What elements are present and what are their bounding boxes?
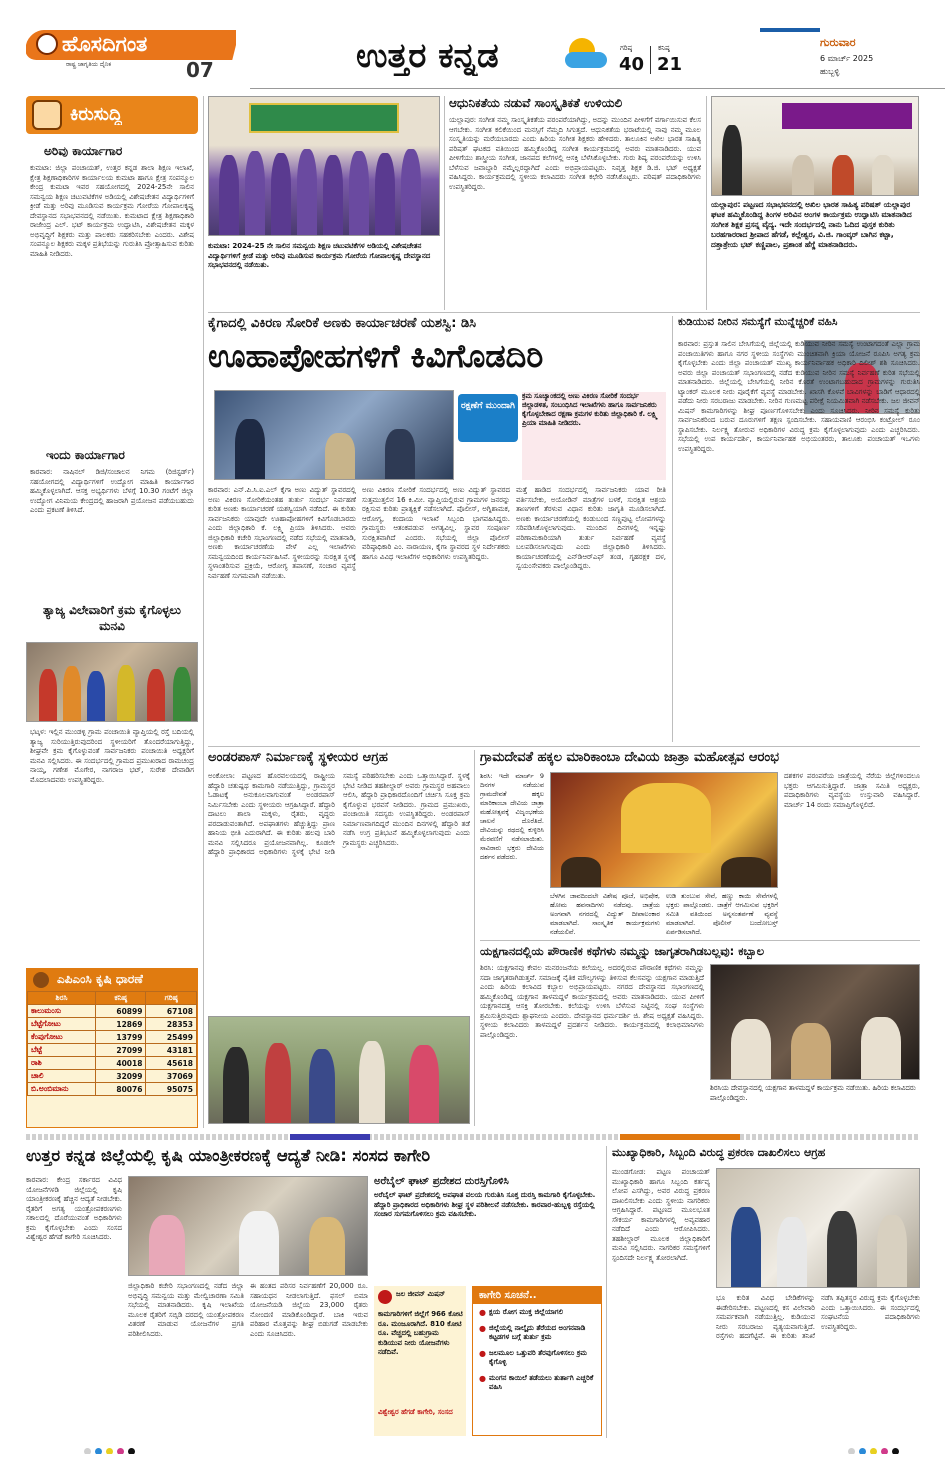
kiru-item-title: ತ್ಯಾಜ್ಯ ವಿಲೇವಾರಿಗೆ ಕ್ರಮ ಕೈಗೊಳ್ಳಲು ಮನವಿ: [43, 603, 181, 633]
kageri-body-3: ಈ ಹಂತದ ಪರಿಸರ ನಿರ್ವಹಣೆಗೆ 20,000 ರೂ. ಸಹಾಯಧನ ನೀಡಲಾಗುತ್ತಿದೆ. ಫಸಲ್ ಬಿಮಾ ಯೋಜನೆಯಡಿ ಜಿಲ್ಲೆಯ 23,000 ರೈತರು ನೋಂದಣಿ ಮಾಡಿಕೊಂಡಿದ್ದಾರೆ. ಬಾಕಿ ಇರುವ ಪರಿಹಾರ ಮೊತ್ತವನ್ನು ಶೀಘ್ರ ಬಿಡುಗಡೆ ಮಾಡಬೇಕು ಎಂದು ಸೂಚಿಸಿದರು.: [250, 1282, 368, 1338]
kumta-photo-caption: ಕುಮಟಾ: 2024-25 ನೇ ಸಾಲಿನ ಸಮನ್ವಯ ಶಿಕ್ಷಣ ಚಟುವಟಿಕೆಗಳ ಅಡಿಯಲ್ಲಿ ವಿಶೇಷಚೇತನ ವಿದ್ಯಾರ್ಥಿಗಳಿಗೆ ಕ್ರೀಡೆ ಮತ್ತು ಅರಿವು ಮೂಡಿಸುವ ಕಾರ್ಯಕ್ರಮ ಗೋರೆಯ ಗೋಪಾಲಕೃಷ್ಣ ದೇವಸ್ಥಾನದ ಸಭಾಭವನದಲ್ಲಿ ನಡೆಯಿತು.: [208, 242, 431, 269]
yakshagana-body: ಶಿರಸಿ: ಯಕ್ಷಗಾನವು ಕೇವಲ ಮನರಂಜನೆಯ ಕಲೆಯಲ್ಲ. ಅದರಲ್ಲಿರುವ ಪೌರಾಣಿಕ ಕಥೆಗಳು ನಮ್ಮನ್ನು ಸದಾ ಜಾಗೃತರಾಗಿಡುತ್ತವೆ. ಸಮಾಜಕ್ಕೆ ನೈತಿಕ ಮೌಲ್ಯಗಳನ್ನು ತಿಳಿಸುವ ಕೆಲಸವನ್ನು ಯಕ್ಷಗಾನ ಮಾಡುತ್ತಿದೆ ಎಂದು ಹಿರಿಯ ಕಲಾವಿದ ಕಬ್ಬಾಲ ಅಭಿಪ್ರಾಯಪಟ್ಟರು. ನಗರದ ದೇವಸ್ಥಾನದ ಸಭಾಂಗಣದಲ್ಲಿ ಹಮ್ಮಿಕೊಂಡಿದ್ದ ಯಕ್ಷಗಾನ ತಾಳಮದ್ದಳೆ ಕಾರ್ಯಕ್ರಮದಲ್ಲಿ ಅವರು ಮಾತನಾಡಿದರು. ಯುವ ಪೀಳಿಗೆ ಯಕ್ಷಗಾನದತ್ತ ಆಸಕ್ತಿ ತೋರಬೇಕು. ಕಲೆಯನ್ನು ಉಳಿಸಿ ಬೆಳೆಸುವ ನಿಟ್ಟಿನಲ್ಲಿ ಸಂಘ ಸಂಸ್ಥೆಗಳು ಶ್ರಮಿಸುತ್ತಿರುವುದು ಶ್ಲಾಘನೀಯ ಎಂದರು. ದೇವಸ್ಥಾನದ ಧರ್ಮದರ್ಶಿ ಜಿ. ಶೇಷ ಅಧ್ಯಕ್ಷತೆ ವಹಿಸಿದ್ದರು. ಸ್ಥಳೀಯ ಕಲಾವಿದರು ತಾಳಮದ್ದಳೆ ಪ್ರದರ್ಶನ ನೀಡಿದರು. ಕಾರ್ಯಕ್ರಮದಲ್ಲಿ ಕಲಾಭಿಮಾನಿಗಳು ಪಾಲ್ಗೊಂಡಿದ್ದರು.: [480, 964, 704, 1039]
kageri-suchane-box: [472, 1286, 602, 1436]
logo-flame-icon: [36, 33, 58, 55]
kaiga-meeting-photo: [214, 390, 454, 480]
arecanut-icon: [33, 972, 49, 988]
jatra-body-4: ದಶಕಗಳ ಪರಂಪರೆಯ ಜಾತ್ರೆಯಲ್ಲಿ ನೆರೆಯ ಜಿಲ್ಲೆಗಳಿಂದಲೂ ಭಕ್ತರು ಆಗಮಿಸುತ್ತಿದ್ದಾರೆ. ಜಾತ್ರಾ ಸಮಿತಿ ಅಧ್ಯಕ್ಷರು, ಪದಾಧಿಕಾರಿಗಳು ವ್ಯವಸ್ಥೆಯ ಉಸ್ತುವಾರಿ ವಹಿಸಿದ್ದಾರೆ. ಮಾರ್ಚ್ 14 ರಂದು ಸಮಾಪ್ತಿಗೊಳ್ಳಲಿದೆ.: [784, 772, 920, 809]
kaiga-body-2: ಅಣು ವಿಕಿರಣ ಸೋರಿಕೆ ಸಂದರ್ಭದಲ್ಲಿ ಅಣು ವಿದ್ಯುತ್ ಸ್ಥಾವರದ ಸುತ್ತಮುತ್ತಲಿನ 16 ಕಿ.ಮೀ. ವ್ಯಾಪ್ತಿಯಲ್ಲಿರುವ ಗ್ರಾಮಗಳ ಜನರನ್ನು ರಕ್ಷಿಸುವ ಕುರಿತು ಪ್ರಾತ್ಯಕ್ಷಿಕೆ ನಡೆಸಲಾಗಿದೆ. ಪೊಲೀಸ್, ಅಗ್ನಿಶಾಮಕ, ಆರೋಗ್ಯ, ಕಂದಾಯ ಇಲಾಖೆ ಸಿಬ್ಬಂದಿ ಭಾಗವಹಿಸಿದ್ದರು. ಗ್ರಾಮಸ್ಥರು ಆತಂಕಪಡುವ ಅಗತ್ಯವಿಲ್ಲ. ಸ್ಥಾವರ ಸಂಪೂರ್ಣ ಸುರಕ್ಷಿತವಾಗಿದೆ ಎಂದರು. ಸಭೆಯಲ್ಲಿ ಜಿಲ್ಲಾ ಪೊಲೀಸ್ ವರಿಷ್ಠಾಧಿಕಾರಿ ಎಂ. ನಾರಾಯಣ, ಕೈಗಾ ಸ್ಥಾವರದ ಸ್ಥಳ ನಿರ್ದೇಶಕರು ಹಾಗೂ ವಿವಿಧ ಇಲಾಖೆಗಳ ಅಧಿಕಾರಿಗಳು ಉಪಸ್ಥಿತರಿದ್ದರು.: [362, 486, 510, 561]
apmc-title: ಎಪಿಎಂಸಿ ಕೃಷಿ ಧಾರಣೆ: [57, 972, 143, 986]
apmc-col-max: ಗರಿಷ್ಠ: [146, 992, 197, 1005]
edition-title: ಉತ್ತರ ಕನ್ನಡ: [356, 36, 499, 76]
logo-name: ಹೊಸದಿಗಂತ: [62, 32, 148, 56]
kageri-meeting-photo: [128, 1176, 368, 1276]
culture-story: [449, 96, 701, 310]
underpass-body: ಅಂಕೋಲಾ: ಪಟ್ಟಣದ ಹೊರವಲಯದಲ್ಲಿ ರಾಷ್ಟ್ರೀಯ ಹೆದ್ದಾರಿ ಚತುಷ್ಪಥ ಕಾಮಗಾರಿ ನಡೆಯುತ್ತಿದ್ದು, ಗ್ರಾಮಸ್ಥರ ಓಡಾಟಕ್ಕೆ ಅನುಕೂಲವಾಗುವಂತೆ ಅಂಡರಪಾಸ್ ನಿರ್ಮಿಸಬೇಕು ಎಂದು ಸ್ಥಳೀಯರು ಆಗ್ರಹಿಸಿದ್ದಾರೆ. ಹೆದ್ದಾರಿ ದಾಟಲು ಶಾಲಾ ಮಕ್ಕಳು, ರೈತರು, ವೃದ್ಧರು ಪರದಾಡುವಂತಾಗಿದೆ. ಅಪಘಾತಗಳು ಹೆಚ್ಚುತ್ತಿದ್ದು ಪ್ರಾಣ ಹಾನಿಯ ಭೀತಿ ಎದುರಾಗಿದೆ. ಈ ಕುರಿತು ಹಲವು ಬಾರಿ ಮನವಿ ಸಲ್ಲಿಸಿದರೂ ಪ್ರಯೋಜನವಾಗಿಲ್ಲ. ಕೂಡಲೇ ಹೆದ್ದಾರಿ ಪ್ರಾಧಿಕಾರದ ಅಧಿಕಾರಿಗಳು ಸ್ಥಳಕ್ಕೆ ಭೇಟಿ ನೀಡಿ ಸಮಸ್ಯೆ ಪರಿಹರಿಸಬೇಕು ಎಂದು ಒತ್ತಾಯಿಸಿದ್ದಾರೆ. ಸ್ಥಳಕ್ಕೆ ಭೇಟಿ ನೀಡಿದ ತಹಶೀಲ್ದಾರ್ ಅವರು ಗ್ರಾಮಸ್ಥರ ಅಹವಾಲು ಆಲಿಸಿ, ಹೆದ್ದಾರಿ ಪ್ರಾಧಿಕಾರದೊಂದಿಗೆ ಚರ್ಚಿಸಿ ಸೂಕ್ತ ಕ್ರಮ ಕೈಗೊಳ್ಳುವ ಭರವಸೆ ನೀಡಿದರು. ಗ್ರಾಮದ ಪ್ರಮುಖರು, ಪಂಚಾಯಿತಿ ಸದಸ್ಯರು ಉಪಸ್ಥಿತರಿದ್ದರು. ಅಂಡರಪಾಸ್ ನಿರ್ಮಾಣವಾಗದಿದ್ದರೆ ಮುಂದಿನ ದಿನಗಳಲ್ಲಿ ಹೆದ್ದಾರಿ ತಡೆ ನಡೆಸಿ ಉಗ್ರ ಪ್ರತಿಭಟನೆ ಹಮ್ಮಿಕೊಳ್ಳಲಾಗುವುದು ಎಂದು ಗ್ರಾಮಸ್ಥರು ಎಚ್ಚರಿಸಿದರು.: [208, 772, 470, 856]
arebail-box: [374, 1176, 602, 1280]
apmc-rates-box: [26, 968, 198, 1128]
list-item: ● ಜಿಲ್ಲೆಯಲ್ಲಿ ನಾಲ್ಕೈದು ತೆರೆಯದ ಅಂಗನವಾಡಿ ಕಟ್ಟಡಗಳ ಬಗ್ಗೆ ತುರ್ತು ಕ್ರಮ: [479, 1323, 586, 1341]
date: 6 ಮಾರ್ಚ್ 2025: [820, 54, 874, 63]
water-story: [678, 316, 920, 742]
jjm-box: [374, 1286, 466, 1436]
kiru-item-body: ಭಟ್ಕಳ: ಇಲ್ಲಿನ ಮುಂಡಳ್ಳಿ ಗ್ರಾಮ ಪಂಚಾಯಿತಿ ವ್ಯಾಪ್ತಿಯಲ್ಲಿ ರಸ್ತೆ ಬದಿಯಲ್ಲಿ ತ್ಯಾಜ್ಯ ಸುರಿಯುತ್ತಿರುವುದರಿಂದ ಸ್ಥಳೀಯರಿಗೆ ತೊಂದರೆಯಾಗುತ್ತಿದ್ದು, ಶೀಘ್ರವೇ ಕ್ರಮ ಕೈಗೊಳ್ಳುವಂತೆ ಸಾರ್ವಜನಿಕರು ಪಂಚಾಯಿತಿ ಅಧ್ಯಕ್ಷರಿಗೆ ಮನವಿ ಸಲ್ಲಿಸಿದರು. ಈ ಸಂದರ್ಭದಲ್ಲಿ ಗ್ರಾಮದ ಪ್ರಮುಖರಾದ ರಾಮಚಂದ್ರ ನಾಯ್ಕ, ಗಣೇಶ ಮೊಗೇರ, ನಾಗರಾಜ ಭಟ್, ಸುರೇಶ ದೇವಾಡಿಗ ಮೊದಲಾದವರು ಉಪಸ್ಥಿತರಿದ್ದರು.: [30, 728, 194, 784]
weekday: ಗುರುವಾರ: [820, 36, 856, 49]
bullet-icon: ●: [479, 1308, 486, 1317]
apmc-location: ಶಿರಸಿ: [28, 992, 96, 1005]
registration-marks: [846, 1440, 945, 1454]
date-block: [820, 36, 930, 86]
jjm-text: ಕಾಮಗಾರಿಗಳಿಗೆ ಜಿಲ್ಲೆಗೆ 966 ಕೋಟಿ ರೂ. ಮಂಜೂರಾಗಿದೆ. 810 ಕೋಟಿ ರೂ. ವೆಚ್ಚದಲ್ಲಿ ಬಹುಗ್ರಾಮ ಕುಡಿಯುವ ನೀರು ಯೋಜನೆಗಳು ನಡೆದಿವೆ.: [378, 1310, 463, 1356]
jatra-temple-photo: [550, 772, 778, 888]
water-headline: ಕುಡಿಯುವ ನೀರಿನ ಸಮಸ್ಯೆಗೆ ಮುನ್ನೆಚ್ಚರಿಕೆ ವಹಿಸಿ: [678, 316, 838, 328]
waste-petition-photo: [26, 642, 198, 722]
yakshagana-headline: ಯಕ್ಷಗಾನದಲ್ಲಿಯ ಪೌರಾಣಿಕ ಕಥೆಗಳು ನಮ್ಮನ್ನು ಜಾಗೃತರಾಗಿಡಬಲ್ಲವು: ಕಬ್ಬಾಲ: [480, 944, 765, 958]
list-item: ● ಕ್ಷಯ ರೋಗ ಮುಕ್ತ ಜಿಲ್ಲೆಯಾಗಲಿ: [479, 1308, 564, 1317]
jatra-body-1: ಶಿರಸಿ: ಇದೇ ಮಾರ್ಚ್ 9 ದಿನಗಳ ನಡೆಯುವ ಗ್ರಾಮದೇವತೆ ಹಕ್ಕಲ ಮಾರಿಕಾಂಬಾ ದೇವಿಯ ಜಾತ್ರಾ ಮಹೋತ್ಸವಕ್ಕೆ ವಿಜೃಂಭಣೆಯ ಚಾಲನೆ ದೊರೆತಿದೆ. ದೇವಿಯನ್ನು ರಥದಲ್ಲಿ ಕುಳ್ಳಿರಿಸಿ ಮೆರವಣಿಗೆ ನಡೆಸಲಾಯಿತು. ಸಾವಿರಾರು ಭಕ್ತರು ದೇವಿಯ ದರ್ಶನ ಪಡೆದರು.: [480, 772, 544, 861]
yakshagana-photo: [710, 964, 920, 1080]
kiru-suddi-banner: [26, 96, 198, 134]
arebail-body: ಅರೆಬೈಲ್ ಘಾಟ್ ಪ್ರದೇಶದಲ್ಲಿ ಅಪಘಾತ ವಲಯ ಗುರುತಿಸಿ ಸೂಕ್ತ ದುರಸ್ತಿ ಕಾಮಗಾರಿ ಕೈಗೊಳ್ಳಬೇಕು. ಹೆದ್ದಾರಿ ಪ್ರಾಧಿಕಾರದ ಅಧಿಕಾರಿಗಳು ಶೀಘ್ರ ಸ್ಥಳ ಪರಿಶೀಲನೆ ನಡೆಸಬೇಕು. ಕಾರವಾರ-ಹುಬ್ಬಳ್ಳಿ ರಸ್ತೆಯಲ್ಲಿ ಸಂಚಾರ ಸುಗಮಗೊಳಿಸಲು ಕ್ರಮ ವಹಿಸಬೇಕು.: [374, 1191, 596, 1218]
weather-widget: [565, 32, 695, 82]
officer-body-2: ಭೂ ಕುರಿತ ವಿವಿಧ ಬೇಡಿಕೆಗಳನ್ನು ಈಡೇರಿಸಬೇಕು. ಪಟ್ಟಣದಲ್ಲಿ ಕಸ ವಿಲೇವಾರಿ ಸಮರ್ಪಕವಾಗಿ ನಡೆಯುತ್ತಿಲ್ಲ. ಕುಡಿಯುವ ನೀರು ಸರಬರಾಜು ವ್ಯತ್ಯಯವಾಗುತ್ತಿದೆ. ರಸ್ತೆಗಳು ಹದಗೆಟ್ಟಿವೆ. ಈ ಕುರಿತು ತನಿಖೆ ನಡೆಸಿ ತಪ್ಪಿತಸ್ಥರ ವಿರುದ್ಧ ಕ್ರಮ ಕೈಗೊಳ್ಳಬೇಕು ಎಂದು ಒತ್ತಾಯಿಸಿದರು. ಈ ಸಂದರ್ಭದಲ್ಲಿ ಸಂಘಟನೆಯ ಪದಾಧಿಕಾರಿಗಳು ಉಪಸ್ಥಿತರಿದ್ದರು.: [716, 1294, 920, 1340]
officer-story: [612, 1146, 920, 1438]
kiru-item-title: ಅರಿವು ಕಾರ್ಯಾಗಾರ: [44, 144, 123, 158]
table-row: ಬಿ.ಅಂಬಿಮಾನು 80076 95075: [28, 1083, 197, 1096]
hand-pointing-icon: [32, 100, 62, 130]
officer-body-1: ಮುಂಡಗೋಡ: ಪಟ್ಟಣ ಪಂಚಾಯತ್ ಮುಖ್ಯಾಧಿಕಾರಿ ಹಾಗೂ ಸಿಬ್ಬಂದಿ ಕರ್ತವ್ಯ ಲೋಪ ಎಸಗಿದ್ದು, ಅವರ ವಿರುದ್ಧ ಪ್ರಕರಣ ದಾಖಲಿಸಬೇಕು ಎಂದು ಸ್ಥಳೀಯ ನಾಗರಿಕರು ಆಗ್ರಹಿಸಿದ್ದಾರೆ. ಪಟ್ಟಣದ ಮೂಲಭೂತ ಸೌಕರ್ಯ ಕಾಮಗಾರಿಗಳಲ್ಲಿ ಅವ್ಯವಹಾರ ನಡೆದಿದೆ ಎಂದು ಆರೋಪಿಸಿದರು. ತಹಶೀಲ್ದಾರ್ ಮೂಲಕ ಜಿಲ್ಲಾಧಿಕಾರಿಗೆ ಮನವಿ ಸಲ್ಲಿಸಿದರು. ನಾಗರಿಕರ ಸಮಸ್ಯೆಗಳಿಗೆ ಸ್ಪಂದಿಸದೇ ನಿರ್ಲಕ್ಷ್ಯ ತೋರಲಾಗಿದೆ.: [612, 1168, 710, 1262]
culture-headline: ಆಧುನಿಕತೆಯ ನಡುವೆ ಸಾಂಸ್ಕೃತಿಕತೆ ಉಳಿಯಲಿ: [449, 96, 623, 110]
officer-headline: ಮುಖ್ಯಾಧಿಕಾರಿ, ಸಿಬ್ಬಂದಿ ವಿರುದ್ಧ ಪ್ರಕರಣ ದಾಖಲಿಸಲು ಆಗ್ರಹ: [612, 1146, 826, 1159]
yakshagana-caption: ಶಿರಸಿಯ ದೇವಸ್ಥಾನದಲ್ಲಿ ಯಕ್ಷಗಾನ ತಾಳಮದ್ದಳೆ ಕಾರ್ಯಕ್ರಮ ನಡೆಯಿತು. ಹಿರಿಯ ಕಲಾವಿದರು ಪಾಲ್ಗೊಂಡಿದ್ದರು.: [710, 1084, 916, 1102]
kaiga-badge: [458, 394, 518, 442]
jjm-credit: ವಿಶ್ವೇಶ್ವರ ಹೆಗಡೆ ಕಾಗೇರಿ, ಸಂಸದ: [378, 1408, 453, 1416]
logo-block: [26, 30, 236, 80]
table-row: ಕೆಂಪುಗೋಟು 13799 25499: [28, 1031, 197, 1044]
underpass-story: [208, 750, 470, 1126]
kaiga-body-1: ಕಾರವಾರ: ಎನ್.ಪಿ.ಸಿ.ಐ.ಎಲ್ ಕೈಗಾ ಅಣು ವಿದ್ಯುತ್ ಸ್ಥಾವರದಲ್ಲಿ ಅಣು ವಿಕಿರಣ ಸೋರಿಕೆಯಂತಹ ತುರ್ತು ಸಂದರ್ಭ ನಿರ್ವಹಣೆ ಕುರಿತ ಅಣಕು ಕಾರ್ಯಾಚರಣೆ ಯಶಸ್ವಿಯಾಗಿ ನಡೆದಿದೆ. ಈ ಕುರಿತು ಸಾರ್ವಜನಿಕರು ಯಾವುದೇ ಊಹಾಪೋಹಗಳಿಗೆ ಕಿವಿಗೊಡಬಾರದು ಎಂದು ಜಿಲ್ಲಾಧಿಕಾರಿ ಕೆ. ಲಕ್ಷ್ಮಿ ಪ್ರಿಯಾ ತಿಳಿಸಿದರು. ಅವರು ಜಿಲ್ಲಾಧಿಕಾರಿ ಕಚೇರಿ ಸಭಾಂಗಣದಲ್ಲಿ ನಡೆದ ಸಭೆಯಲ್ಲಿ ಮಾತನಾಡಿ, ಅಣಕು ಕಾರ್ಯಾಚರಣೆಯ ವೇಳೆ ಎಲ್ಲ ಇಲಾಖೆಗಳು ಸಮನ್ವಯದಿಂದ ಕಾರ್ಯನಿರ್ವಹಿಸಿವೆ. ಸ್ಥಳೀಯರನ್ನು ಸುರಕ್ಷಿತ ಸ್ಥಳಕ್ಕೆ ಸ್ಥಳಾಂತರಿಸುವ ಪ್ರಕ್ರಿಯೆ, ಆರೋಗ್ಯ ತಪಾಸಣೆ, ಸಂಚಾರ ವ್ಯವಸ್ಥೆ ನಿರ್ವಹಣೆ ಸುಗಮವಾಗಿ ನಡೆಯಿತು.: [208, 486, 356, 580]
kumta-event-photo: [208, 96, 440, 236]
kiru-item-body: ಕಾರವಾರ: ನಾಷಿನಲ್ ಡಿಜಿ/ಸಂಚಾಲನ ನಿಗಮ (ರಿಜಿಸ್ಟರ್ಡ್) ಸಹಯೋಗದಲ್ಲಿ ವಿದ್ಯಾರ್ಥಿಗಳಿಗೆ ಉದ್ಯೋಗ ಮಾಹಿತಿ ಕಾರ್ಯಾಗಾರ ಹಮ್ಮಿಕೊಳ್ಳಲಾಗಿದೆ. ಆಸಕ್ತ ಅಭ್ಯರ್ಥಿಗಳು ಬೆಳಗ್ಗೆ 10.30 ಗಂಟೆಗೆ ಜಿಲ್ಲಾ ಉದ್ಯೋಗ ವಿನಿಮಯ ಕೇಂದ್ರದಲ್ಲಿ ಹಾಜರಾಗಿ ಪ್ರಯೋಜನ ಪಡೆಯಬಹುದು ಎಂದು ಪ್ರಕಟಣೆ ತಿಳಿಸಿದೆ.: [30, 468, 194, 514]
apmc-rates-table: [27, 991, 197, 1096]
kaiga-kicker: ಕೈಗಾದಲ್ಲಿ ವಿಕಿರಣ ಸೋರಿಕೆ ಅಣಕು ಕಾರ್ಯಾಚರಣೆ ಯಶಸ್ವಿ: ಡಿಸಿ: [208, 316, 477, 331]
kumta-photo-story: [208, 96, 440, 308]
table-row: ಚಾಲಿ 32099 37069: [28, 1070, 197, 1083]
jatra-headline: ಗ್ರಾಮದೇವತೆ ಹಕ್ಕಲ ಮಾರಿಕಾಂಬಾ ದೇವಿಯ ಜಾತ್ರಾ ಮಹೋತ್ಸವ ಆರಂಭ: [480, 750, 779, 765]
list-item: ● ಮಂಗನ ಕಾಯಿಲೆ ತಡೆಯಲು ತುರ್ತಾಗಿ ಎಚ್ಚರಿಕೆ ವಹಿಸಿ: [479, 1373, 594, 1391]
kiru-item-body: ಕುಮಟಾ: ಜಿಲ್ಲಾ ಪಂಚಾಯತ್, ಉತ್ತರ ಕನ್ನಡ ಶಾಲಾ ಶಿಕ್ಷಣ ಇಲಾಖೆ, ಕ್ಷೇತ್ರ ಶಿಕ್ಷಣಾಧಿಕಾರಿಗಳ ಕಾರ್ಯಾಲಯ ಕುಮಟಾ ಹಾಗೂ ಕ್ಷೇತ್ರ ಸಂಪನ್ಮೂಲ ಕೇಂದ್ರ ಕುಮಟಾ ಇವರ ಸಹಯೋಗದಲ್ಲಿ 2024-25ನೇ ಸಾಲಿನ ಸಮನ್ವಯ ಶಿಕ್ಷಣ ಚಟುವಟಿಕೆಗಳ ಅಡಿಯಲ್ಲಿ ವಿಶೇಷಚೇತನ ವಿದ್ಯಾರ್ಥಿಗಳಿಗೆ ಕ್ರೀಡೆ ಮತ್ತು ಅರಿವು ಮೂಡಿಸುವ ಕಾರ್ಯಕ್ರಮ ಗೋರೆಯ ಗೋಪಾಲಕೃಷ್ಣ ದೇವಸ್ಥಾನದ ಸಭಾಭವನದಲ್ಲಿ ನಡೆಯಿತು. ಕುಮಟಾದ ಕ್ಷೇತ್ರ ಶಿಕ್ಷಣಾಧಿಕಾರಿ ರಾಜೇಂದ್ರ ಎಲ್. ಭಟ್ ಕಾರ್ಯಕ್ರಮ ಉದ್ಘಾಟಿಸಿ, ವಿಶೇಷಚೇತನ ಮಕ್ಕಳ ಅಭಿವೃದ್ಧಿಗೆ ಶಿಕ್ಷಕರು ಮತ್ತು ಪಾಲಕರು ಸಹಕರಿಸಬೇಕು ಎಂದರು. ವಿಶೇಷ ಸಂಪನ್ಮೂಲ ಶಿಕ್ಷಕರು ಮಕ್ಕಳ ಪ್ರತಿಭೆಯನ್ನು ಗುರುತಿಸಿ ಪ್ರೋತ್ಸಾಹಿಸುವ ಕುರಿತು ಮಾಹಿತಿ ನೀಡಿದರು.: [30, 164, 194, 258]
list-item: ● ಜಲಮೂಲ ಒತ್ತುವರಿ ತೆರವುಗೊಳಿಸಲು ಕ್ರಮ ಕೈಗೊಳ್ಳಿ: [479, 1348, 587, 1366]
page-number: 07: [186, 58, 214, 80]
underpass-headline: ಅಂಡರಪಾಸ್ ನಿರ್ಮಾಣಕ್ಕೆ ಸ್ಥಳೀಯರ ಆಗ್ರಹ: [208, 750, 388, 765]
bullet-icon: ●: [479, 1348, 486, 1358]
kaiga-body-3: ಮತ್ತೆ ಹಾಡಿದ ಸಂದರ್ಭದಲ್ಲಿ ಸಾರ್ವಜನಿಕರು ಯಾವ ರೀತಿ ವರ್ತಿಸಬೇಕು, ಅಯೋಡಿನ್ ಮಾತ್ರೆಗಳ ಬಳಕೆ, ಸುರಕ್ಷಿತ ಆಶ್ರಯ ತಾಣಗಳಿಗೆ ತೆರಳುವ ವಿಧಾನ ಕುರಿತು ಜಾಗೃತಿ ಮೂಡಿಸಲಾಗಿದೆ. ಅಣಕು ಕಾರ್ಯಾಚರಣೆಯಲ್ಲಿ ಕಂಡುಬಂದ ಸಣ್ಣಪುಟ್ಟ ಲೋಪಗಳನ್ನು ಸರಿಪಡಿಸಿಕೊಳ್ಳಲಾಗುವುದು. ಮುಂದಿನ ದಿನಗಳಲ್ಲಿ ಇನ್ನಷ್ಟು ಪರಿಣಾಮಕಾರಿಯಾಗಿ ತುರ್ತು ನಿರ್ವಹಣೆ ವ್ಯವಸ್ಥೆ ಬಲಪಡಿಸಲಾಗುವುದು ಎಂದು ಜಿಲ್ಲಾಧಿಕಾರಿ ತಿಳಿಸಿದರು. ಕಾರ್ಯಾಚರಣೆಯಲ್ಲಿ ಎನ್‌ಡಿಆರ್‌ಎಫ್ ತಂಡ, ಗೃಹರಕ್ಷಕ ದಳ, ಸ್ವಯಂಸೇವಕರು ಪಾಲ್ಗೊಂಡಿದ್ದರು.: [516, 486, 666, 570]
kiru-item-title: ಇಂದು ಕಾರ್ಯಾಗಾರ: [46, 448, 125, 462]
kaiga-badge-label: ರಕ್ಷಣೆಗೆ ಮುಂದಾಗಿ: [461, 401, 515, 411]
suchane-title: ಕಾಗೇರಿ ಸೂಚನೆ..: [473, 1287, 601, 1304]
yakshagana-story: [480, 944, 920, 1126]
table-row: ಬೆಟ್ಟೆ 27099 43181: [28, 1044, 197, 1057]
min-temp-label: ಕನಿಷ್ಠ: [658, 44, 670, 52]
culture-body: ಯಲ್ಲಾಪುರ: ಸಂಗೀತ ನಮ್ಮ ಸಾಂಸ್ಕೃತಿಕತೆಯ ಪರಂಪರೆಯಾಗಿದ್ದು, ಅದನ್ನು ಮುಂದಿನ ಪೀಳಿಗೆಗೆ ವರ್ಗಾಯಿಸುವ ಕೆಲಸ ಆಗಬೇಕು. ಸಂಗೀತ ಕಲಿಕೆಯಿಂದ ಮನಸ್ಸಿಗೆ ನೆಮ್ಮದಿ ಸಿಗುತ್ತದೆ. ಆಧುನಿಕತೆಯ ಭರಾಟೆಯಲ್ಲಿ ನಾವು ನಮ್ಮ ಮೂಲ ಸಂಸ್ಕೃತಿಯನ್ನು ಮರೆಯಬಾರದು ಎಂದು ಹಿರಿಯ ಸಂಗೀತ ಶಿಕ್ಷಕರು ಹೇಳಿದರು. ತಾಲೂಕಿನ ಅಖಿಲ ಭಾರತ ಸಾಹಿತ್ಯ ಪರಿಷತ್ ಘಟಕದ ವತಿಯಿಂದ ಹಮ್ಮಿಕೊಂಡಿದ್ದ ಸಂಗೀತ ಕಾರ್ಯಕ್ರಮದಲ್ಲಿ ಅವರು ಮಾತನಾಡಿದರು. ಯುವ ಪೀಳಿಗೆಯು ಶಾಸ್ತ್ರೀಯ ಸಂಗೀತ, ಜಾನಪದ ಕಲೆಗಳಲ್ಲಿ ಆಸಕ್ತಿ ಬೆಳೆಸಿಕೊಳ್ಳಬೇಕು. ಗುರು ಶಿಷ್ಯ ಪರಂಪರೆಯನ್ನು ಉಳಿಸಿ ಬೆಳೆಸುವ ಜವಾಬ್ದಾರಿ ನಮ್ಮೆಲ್ಲರದ್ದಾಗಿದೆ ಎಂದು ಅಭಿಪ್ರಾಯಪಟ್ಟರು. ನಿವೃತ್ತ ಶಿಕ್ಷಕ ಡಿ.ಜಿ. ಭಟ್ ಅಧ್ಯಕ್ಷತೆ ವಹಿಸಿದ್ದರು. ಕಾರ್ಯಕ್ರಮದಲ್ಲಿ ಸ್ಥಳೀಯ ಕಲಾವಿದರು ಸಂಗೀತ ಕಛೇರಿ ನಡೆಸಿಕೊಟ್ಟರು. ಪರಿಷತ್ ಪದಾಧಿಕಾರಿಗಳು ಉಪಸ್ಥಿತರಿದ್ದರು.: [449, 116, 701, 191]
max-temp-value: 40: [619, 54, 645, 75]
table-row: ಕಾಲುಮಂಸು 60899 67108: [28, 1005, 197, 1018]
bullet-icon: ●: [479, 1373, 486, 1383]
jatra-story: [480, 750, 920, 938]
kaiga-story: [208, 316, 666, 742]
underpass-protest-photo: [208, 1016, 470, 1124]
arebail-title: ಅರೆಬೈಲ್ ಘಾಟ್ ಪ್ರದೇಶದ ದುರಸ್ತಿಗೊಳಿಸಿ: [374, 1176, 509, 1187]
yellapur-photo-story: [711, 96, 919, 310]
kageri-headline: ಉತ್ತರ ಕನ್ನಡ ಜಿಲ್ಲೆಯಲ್ಲಿ ಕೃಷಿ ಯಾಂತ್ರೀಕರಣಕ್ಕೆ ಆದ್ಯತೆ ನೀಡಿ: ಸಂಸದ ಕಾಗೇರಿ: [26, 1146, 431, 1165]
kaiga-headline: ಊಹಾಪೋಹಗಳಿಗೆ ಕಿವಿಗೊಡದಿರಿ: [208, 337, 544, 375]
table-row: ರಾಶಿ 40018 45618: [28, 1057, 197, 1070]
table-row: ಬೆಟ್ಟೆಗೋಟು 12869 28353: [28, 1018, 197, 1031]
city: ಹುಬ್ಬಳ್ಳಿ: [820, 67, 840, 76]
jjm-quote-icon: [378, 1290, 392, 1304]
yellapur-event-photo: [711, 96, 919, 196]
kageri-story: [26, 1146, 602, 1438]
jjm-label: ಜಲ ಜೀವನ್ ಮಿಷನ್: [396, 1290, 446, 1298]
masthead: [0, 0, 945, 92]
yellapur-photo-caption: ಯಲ್ಲಾಪುರ: ಪಟ್ಟಣದ ಸಭಾಭವನದಲ್ಲಿ ಅಖಿಲ ಭಾರತ ಸಾಹಿತ್ಯ ಪರಿಷತ್ ಯಲ್ಲಾಪುರ ಘಟಕ ಹಮ್ಮಿಕೊಂಡಿದ್ದ ತಿಂಗಳ ಅರಿವಿನ ಅಂಗಳ ಕಾರ್ಯಕ್ರಮ ಉದ್ಘಾಟಿಸಿ ಮಾತನಾಡಿದ ಸಂಗೀತ ಶಿಕ್ಷಕ ಪ್ರಸನ್ನ ವೈದ್ಯ. ಇದೇ ಸಂದರ್ಭದಲ್ಲಿ ನಾನು ಓದಿದ ಪುಸ್ತಕ ಕುರಿತು ಬರಹಗಾರರಾದ ಶ್ರೀಪಾದ ಹೆಗಡೆ, ಕಲ್ಲೇಶ್ವರ, ವಿ.ಜಿ. ಗಾಂವ್ಕರ್ ಬಾಗಿನ ಕಟ್ಟಾ, ದತ್ತಾತ್ರೇಯ ಭಟ್ ಕಣ್ಣಿಪಾಲ, ಪ್ರಶಾಂತ ಹೆಗ್ಡೆ ಮಾತನಾಡಿದರು.: [711, 200, 912, 249]
max-temp-label: ಗರಿಷ್ಠ: [620, 44, 633, 52]
jatra-body-2: ಬೆಳಗಿನ ಜಾವದಿಂದಲೇ ವಿಶೇಷ ಪೂಜೆ, ಅಭಿಷೇಕ, ಹೋಮ ಹವನಾದಿಗಳು ನಡೆದವು. ಜಾತ್ರೆಯ ಅಂಗವಾಗಿ ನಗರದಲ್ಲಿ ವಿದ್ಯುತ್ ದೀಪಾಲಂಕಾರ ಮಾಡಲಾಗಿದೆ. ಸಾಂಸ್ಕೃತಿಕ ಕಾರ್ಯಕ್ರಮಗಳು ನಡೆಯಲಿವೆ.: [550, 892, 660, 936]
officer-protest-photo: [716, 1168, 920, 1288]
water-body: ಕಾರವಾರ: ಪ್ರಸ್ತುತ ಸಾಲಿನ ಬೇಸಿಗೆಯಲ್ಲಿ ಜಿಲ್ಲೆಯಲ್ಲಿ ಕುಡಿಯುವ ನೀರಿನ ಸಮಸ್ಯೆ ಉಂಟಾಗದಂತೆ ಎಲ್ಲಾ ಗ್ರಾಮ ಪಂಚಾಯಿತಿಗಳು ಹಾಗೂ ನಗರ ಸ್ಥಳೀಯ ಸಂಸ್ಥೆಗಳು ಮುಂಚಿತವಾಗಿ ಕ್ರಿಯಾ ಯೋಜನೆ ರೂಪಿಸಿ ಅಗತ್ಯ ಕ್ರಮ ಕೈಗೊಳ್ಳಬೇಕು ಎಂದು ಜಿಲ್ಲಾ ಪಂಚಾಯತ್ ಮುಖ್ಯ ಕಾರ್ಯನಿರ್ವಾಹಕ ಅಧಿಕಾರಿ ದಿಲೀಶ್ ಶಶಿ ಸೂಚಿಸಿದರು. ಅವರು ಜಿಲ್ಲಾ ಪಂಚಾಯತ್ ಸಭಾಂಗಣದಲ್ಲಿ ನಡೆದ ಕುಡಿಯುವ ನೀರಿನ ಸಮಸ್ಯೆ ನಿರ್ವಹಣೆ ಕುರಿತ ಸಭೆಯಲ್ಲಿ ಮಾತನಾಡಿದರು. ಜಿಲ್ಲೆಯಲ್ಲಿ ಬೇಸಿಗೆಯಲ್ಲಿ ನೀರಿನ ಕೊರತೆ ಉಂಟಾಗಬಹುದಾದ ಗ್ರಾಮಗಳನ್ನು ಗುರುತಿಸಿ ಟ್ಯಾಂಕರ್ ಮೂಲಕ ನೀರು ಪೂರೈಕೆಗೆ ವ್ಯವಸ್ಥೆ ಮಾಡಬೇಕು. ಖಾಸಗಿ ಕೊಳವೆ ಬಾವಿಗಳನ್ನು ಬಾಡಿಗೆ ಆಧಾರದಲ್ಲಿ ಪಡೆದು ನೀರು ಸರಬರಾಜು ಮಾಡಬೇಕು. ನೀರಿನ ಗುಣಮಟ್ಟ ಪರೀಕ್ಷೆ ನಿಯಮಿತವಾಗಿ ನಡೆಸಬೇಕು. ಜಲ ಜೀವನ್ ಮಿಷನ್ ಕಾಮಗಾರಿಗಳನ್ನು ಶೀಘ್ರ ಪೂರ್ಣಗೊಳಿಸಬೇಕು ಎಂದು ಸೂಚಿಸಿದರು. ನೀರಿನ ಸಮಸ್ಯೆ ಕುರಿತು ಸಾರ್ವಜನಿಕರಿಂದ ಬರುವ ದೂರುಗಳಿಗೆ ತಕ್ಷಣ ಸ್ಪಂದಿಸಬೇಕು. ಸಹಾಯವಾಣಿ ಆರಂಭಿಸಿ ಕಂಟ್ರೋಲ್ ರೂಂ ಸ್ಥಾಪಿಸಬೇಕು. ನಿರ್ಲಕ್ಷ್ಯ ತೋರುವ ಅಧಿಕಾರಿಗಳ ವಿರುದ್ಧ ಕ್ರಮ ಕೈಗೊಳ್ಳಲಾಗುವುದು ಎಂದು ಎಚ್ಚರಿಸಿದರು. ಸಭೆಯಲ್ಲಿ ಉಪ ಕಾರ್ಯದರ್ಶಿ, ಕಾರ್ಯನಿರ್ವಾಹಕ ಅಭಿಯಂತರರು, ತಾಲೂಕು ಪಂಚಾಯತ್ ಇಒಗಳು ಉಪಸ್ಥಿತರಿದ್ದರು.: [678, 340, 920, 453]
kiru-suddi-title: ಕಿರುಸುದ್ದಿ: [70, 104, 123, 125]
registration-marks: [82, 1440, 182, 1454]
jatra-body-3: ಉಡಿ ತುಂಬುವ ಸೇವೆ, ಹಣ್ಣು ಕಾಯಿ ಸೇವೆಗಳಲ್ಲಿ ಭಕ್ತರು ಪಾಲ್ಗೊಂಡರು. ಜಾತ್ರೆಗೆ ಆಗಮಿಸುವ ಭಕ್ತರಿಗೆ ಸಮಿತಿ ವತಿಯಿಂದ ಅನ್ನಸಂತರ್ಪಣೆ ವ್ಯವಸ್ಥೆ ಮಾಡಲಾಗಿದೆ. ಪೊಲೀಸ್ ಬಂದೋಬಸ್ತ್ ಏರ್ಪಡಿಸಲಾಗಿದೆ.: [666, 892, 778, 936]
kaiga-badge-text: ಕ್ರಮ ಸೂಚ್ಯಾಂಕದಲ್ಲಿ ಅಣು ವಿಕಿರಣ ಸೋರಿಕೆ ಸಂದರ್ಭ ಜಿಲ್ಲಾಡಳಿತ, ಸಂಬಂಧಿಸಿದ ಇಲಾಖೆಗಳು ಹಾಗೂ ಸಾರ್ವಜನಿಕರು ಕೈಗೊಳ್ಳಬೇಕಾದ ರಕ್ಷಣಾ ಕ್ರಮಗಳ ಕುರಿತು ಜಿಲ್ಲಾಧಿಕಾರಿ ಕೆ. ಲಕ್ಷ್ಮಿ ಪ್ರಿಯಾ ಮಾಹಿತಿ ನೀಡಿದರು.: [522, 392, 666, 480]
kageri-body-2: ಜಿಲ್ಲಾಧಿಕಾರಿ ಕಚೇರಿ ಸಭಾಂಗಣದಲ್ಲಿ ನಡೆದ ಜಿಲ್ಲಾ ಅಭಿವೃದ್ಧಿ ಸಮನ್ವಯ ಮತ್ತು ಮೇಲ್ವಿಚಾರಣಾ ಸಮಿತಿ ಸಭೆಯಲ್ಲಿ ಮಾತನಾಡಿದರು. ಕೃಷಿ ಇಲಾಖೆಯ ಮೂಲಕ ರೈತರಿಗೆ ಸಬ್ಸಿಡಿ ದರದಲ್ಲಿ ಯಂತ್ರೋಪಕರಣ ವಿತರಣೆ ಮಾಡುವ ಯೋಜನೆಗಳ ಪ್ರಗತಿ ಪರಿಶೀಲಿಸಿದರು.: [128, 1282, 244, 1338]
bullet-icon: ●: [479, 1323, 486, 1333]
min-temp-value: 21: [657, 54, 683, 75]
kageri-body-1: ಕಾರವಾರ: ಕೇಂದ್ರ ಸರ್ಕಾರದ ವಿವಿಧ ಯೋಜನೆಗಳಡಿ ಜಿಲ್ಲೆಯಲ್ಲಿ ಕೃಷಿ ಯಾಂತ್ರೀಕರಣಕ್ಕೆ ಹೆಚ್ಚಿನ ಆದ್ಯತೆ ನೀಡಬೇಕು. ರೈತರಿಗೆ ಅಗತ್ಯ ಯಂತ್ರೋಪಕರಣಗಳು ಸಕಾಲದಲ್ಲಿ ದೊರೆಯುವಂತೆ ಅಧಿಕಾರಿಗಳು ಕ್ರಮ ಕೈಗೊಳ್ಳಬೇಕು ಎಂದು ಸಂಸದ ವಿಶ್ವೇಶ್ವರ ಹೆಗಡೆ ಕಾಗೇರಿ ಸೂಚಿಸಿದರು.: [26, 1176, 122, 1241]
apmc-col-min: ಕನಿಷ್ಠ: [95, 992, 146, 1005]
logo-tagline: ರಾಷ್ಟ್ರ ಜಾಗೃತಿಯ ದೈನಿಕ: [66, 61, 112, 68]
